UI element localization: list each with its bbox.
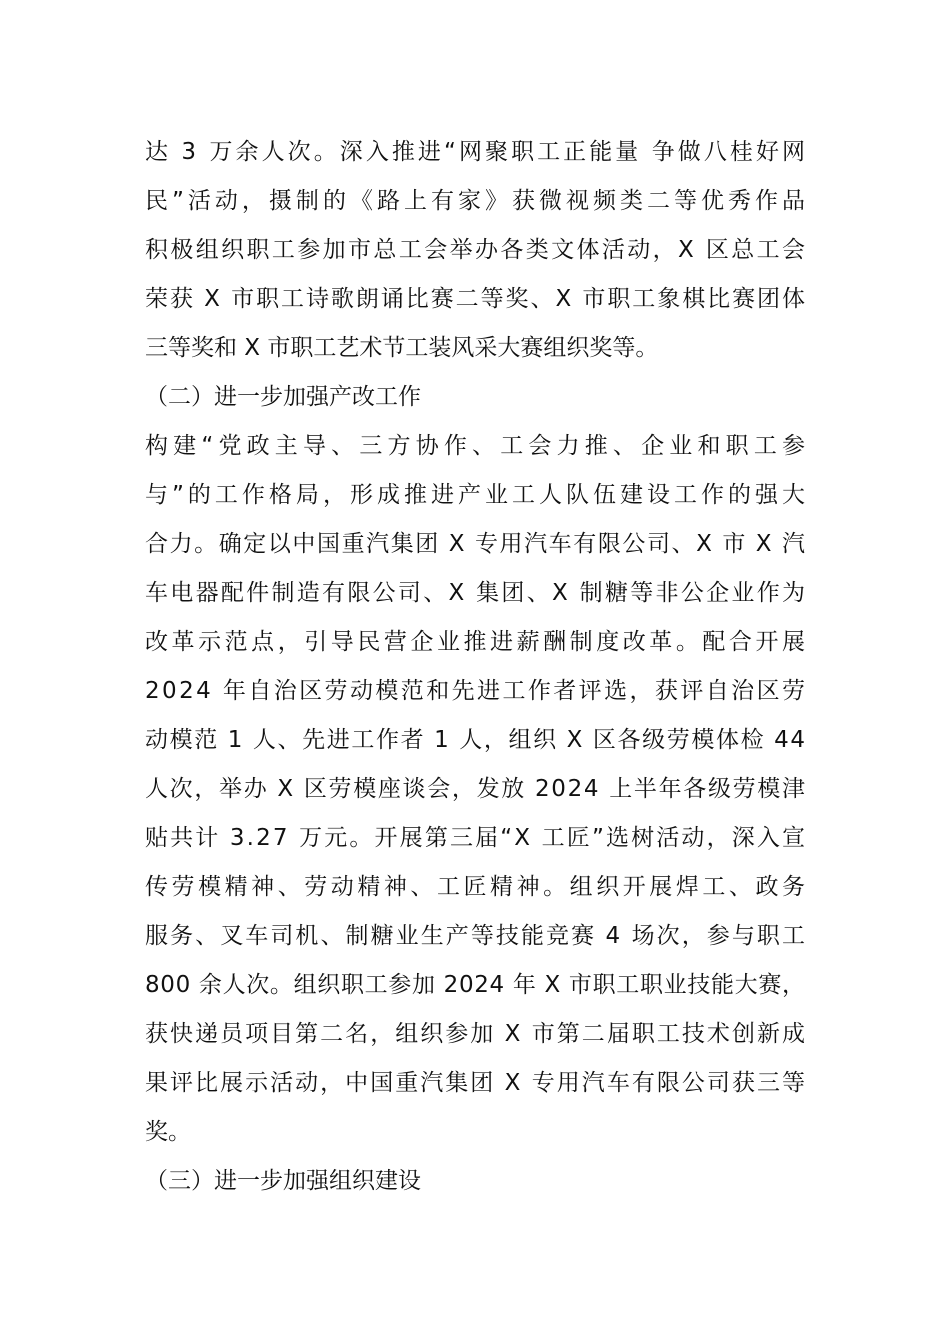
line-text: 改革示范点，引导民营企业推进薪酬制度改革。配合开展 <box>145 629 809 655</box>
paragraph-line <box>145 618 809 667</box>
paragraph-line <box>145 324 805 373</box>
line-text: 人次，举办 X 区劳模座谈会，发放 2024 上半年各级劳模津 <box>145 776 807 802</box>
paragraph-line <box>145 667 808 716</box>
paragraph-line <box>145 471 809 520</box>
paragraph-line <box>145 569 808 618</box>
line-text: 2024 年自治区劳动模范和先进工作者评选，获评自治区劳 <box>145 678 808 704</box>
line-text: 获快递员项目第二名，组织参加 X 市第二届职工技术创新成 <box>145 1021 808 1047</box>
line-text: 积极组织职工参加市总工会举办各类文体活动，X 区总工会 <box>145 237 808 263</box>
paragraph-line <box>145 128 809 177</box>
line-text: 果评比展示活动，中国重汽集团 X 专用汽车有限公司获三等 <box>145 1070 808 1096</box>
section-heading <box>145 373 805 422</box>
heading-text: （三）进一步加强组织建设 <box>145 1168 421 1194</box>
paragraph-line <box>145 765 805 814</box>
paragraph-line <box>145 961 805 1010</box>
paragraph-line <box>145 716 805 765</box>
paragraph-line <box>145 863 809 912</box>
document-body <box>145 128 811 1206</box>
section-heading <box>145 1157 805 1206</box>
line-text: 服务、叉车司机、制糖业生产等技能竞赛 4 场次，参与职工 <box>145 923 808 949</box>
paragraph-line <box>145 912 808 961</box>
line-text: 奖。 <box>145 1119 191 1145</box>
line-text: 贴共计 3.27 万元。开展第三届“X 工匠”选树活动，深入宣 <box>145 825 808 851</box>
paragraph-line <box>145 422 811 471</box>
line-text: 构建“党政主导、三方协作、工会力推、企业和职工参 <box>145 433 811 459</box>
paragraph-line <box>145 1108 805 1157</box>
paragraph-line <box>145 226 808 275</box>
paragraph-line <box>145 814 808 863</box>
line-text: 车电器配件制造有限公司、X 集团、X 制糖等非公企业作为 <box>145 580 808 606</box>
line-text: 800 余人次。组织职工参加 2024 年 X 市职工职业技能大赛， <box>145 972 806 998</box>
line-text: 合力。确定以中国重汽集团 X 专用汽车有限公司、X 市 X 汽 <box>145 531 807 557</box>
line-text: 与”的工作格局，形成推进产业工人队伍建设工作的强大 <box>145 482 809 508</box>
line-text: 传劳模精神、劳动精神、工匠精神。组织开展焊工、政务 <box>145 874 809 900</box>
line-text: 民”活动，摄制的《路上有家》获微视频类二等优秀作品 <box>145 188 809 214</box>
paragraph-line <box>145 275 805 324</box>
paragraph-line <box>145 1010 808 1059</box>
line-text: 三等奖和 X 市职工艺术节工装风采大赛组织奖等。 <box>145 335 659 361</box>
heading-text: （二）进一步加强产改工作 <box>145 384 421 410</box>
paragraph-line <box>145 1059 808 1108</box>
line-text: 达 3 万余人次。深入推进“网聚职工正能量 争做八桂好网 <box>145 139 809 165</box>
paragraph-line <box>145 520 805 569</box>
paragraph-line <box>145 177 809 226</box>
line-text: 动模范 1 人、先进工作者 1 人，组织 X 区各级劳模体检 44 <box>145 727 807 753</box>
line-text: 荣获 X 市职工诗歌朗诵比赛二等奖、X 市职工象棋比赛团体 <box>145 286 807 312</box>
